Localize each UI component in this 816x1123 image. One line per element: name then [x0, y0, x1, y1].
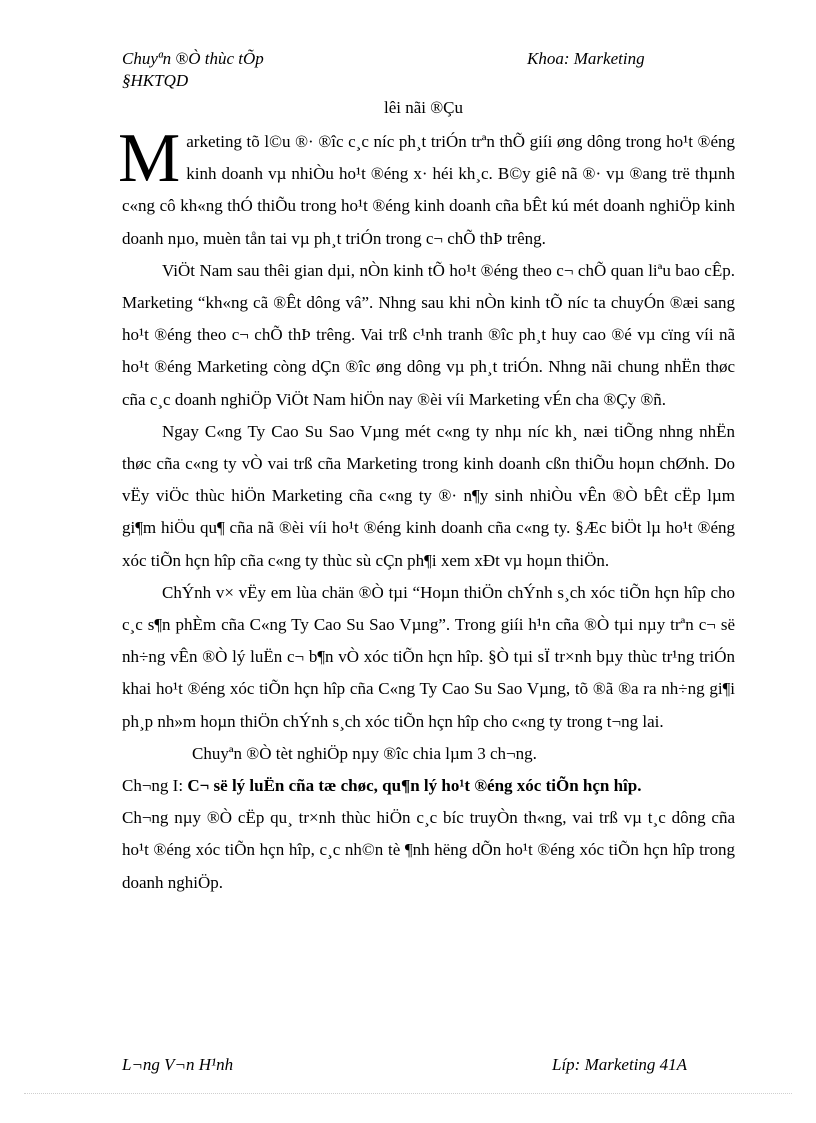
paragraph-topic: ChÝnh v× vËy em lùa chän ®Ò tµi “Hoµn thiÖn chÝnh s¸ch xóc tiÕn hçn hîp cho c¸c s¶n phÈm cña C«ng Ty Cao Su Sao Vµng”. Trong giíi h¹n cña ®Ò tµi nµy trªn c¬ së nh÷ng vÊn ®Ò lý luËn c¬ b¶n vÒ xóc tiÕn hçn hîp. §Ò tµi sÏ tr×nh bµy thùc tr¹ng triÓn khai ho¹t ®éng xóc tiÕn hçn hîp cña C«ng Ty Cao Su Sao Vµng, tõ ®ã ®a ra nh÷ng gi¶i ph¸p nh»m hoµn thiÖn chÝnh s¸ch xóc tiÕn hçn hîp cho c«ng ty trong t¬ng lai.	[122, 582, 735, 731]
page-title: lêi nãi ®Çu	[384, 98, 464, 117]
chapter-1-heading	[122, 770, 735, 802]
header-left	[122, 48, 264, 92]
structure-line: Chuyªn ®Ò tèt nghiÖp nµy ®îc chia lµm 3 ch¬ng.	[192, 743, 537, 763]
paragraph-intro	[118, 120, 735, 255]
chapter-1-title: C¬ së lý luËn cña tæ chøc, qu¶n lý ho¹t ®éng xóc tiÕn hçn hîp.	[187, 776, 642, 796]
paragraph-company: Ngay C«ng Ty Cao Su Sao Vµng mét c«ng ty nhµ níc kh¸ næi tiÕng nhng nhËn thøc cña c«ng ty vÒ vai trß cña Marketing trong kinh doanh cßn thiÕu hoµn chØnh. Do vËy viÖc thùc hiÖn Marketing cña c«ng ty ®· n¶y sinh nhiÒu vÊn ®Ò bÊt cËp lµm gi¶m hiÖu qu¶ cña nã ®èi víi ho¹t ®éng kinh doanh cña c«ng ty. §Æc biÖt lµ ho¹t ®éng xóc tiÕn hçn hîp cña c«ng ty thùc sù cÇn ph¶i xem xÐt vµ hoµn thiÖn.	[122, 421, 735, 570]
chapter-1-label: Ch¬ng I:	[122, 776, 188, 796]
header-document-type: Chuyªn ®Ò thùc tÕp	[122, 49, 264, 68]
chapter-1-description: Ch¬ng nµy ®Ò cËp qu¸ tr×nh thùc hiÖn c¸c bíc truyÒn th«ng, vai trß vµ t¸c dông cña ho¹t ®éng xóc tiÕn hçn hîp, c¸c nh©n tè ¶nh hëng dÕn ho¹t ®éng xóc tiÕn hçn hîp trong doanh nghiÖp.	[122, 808, 735, 892]
drop-cap: M	[118, 120, 181, 197]
document-body	[118, 120, 735, 899]
header-faculty: Khoa: Marketing	[527, 49, 645, 68]
footer-class: Líp: Marketing 41A	[552, 1055, 688, 1074]
paragraph-vietnam: ViÖt Nam sau thêi gian dµi, nÒn kinh tÕ ho¹t ®éng theo c¬ chÕ quan liªu bao cÊp. Marketing “kh«ng cã ®Êt dông vâ”. Nhng sau khi nÒn kinh tÕ níc ta chuyÓn ®æi sang ho¹t ®éng theo c¬ chÕ thÞ trêng. Vai trß c¹nh tranh ®îc ph¸t huy cao ®é vµ cïng víi nã ho¹t ®éng Marketing còng dÇn ®îc øng dông vµ ph¸t triÓn. Nhng nãi chung nhËn thøc cña c¸c doanh nghiÖp ViÖt Nam hiÖn nay ®èi víi Marketing vÉn cha ®Çy ®ñ.	[122, 260, 735, 409]
header-university: §HKTQD	[122, 71, 189, 90]
paragraph-text: arketing tõ l©u ®· ®îc c¸c níc ph¸t triÓn trªn thÕ giíi øng dông trong ho¹t ®éng kinh doanh vµ nhiÒu ho¹t ®éng x· héi kh¸c. B©y giê nã ®· vµ ®ang trë thµnh c«ng cô kh«ng thÓ thiÕu trong ho¹t ®éng kinh doanh cña bÊt kú mét doanh nghiÖp kinh doanh nµo, muèn tån tai vµ ph¸t triÓn trong c¬ chÕ thÞ trêng.	[122, 132, 735, 248]
page-bottom-divider	[24, 1093, 792, 1094]
footer-author: L¬ng V¬n H¹nh	[122, 1055, 234, 1074]
